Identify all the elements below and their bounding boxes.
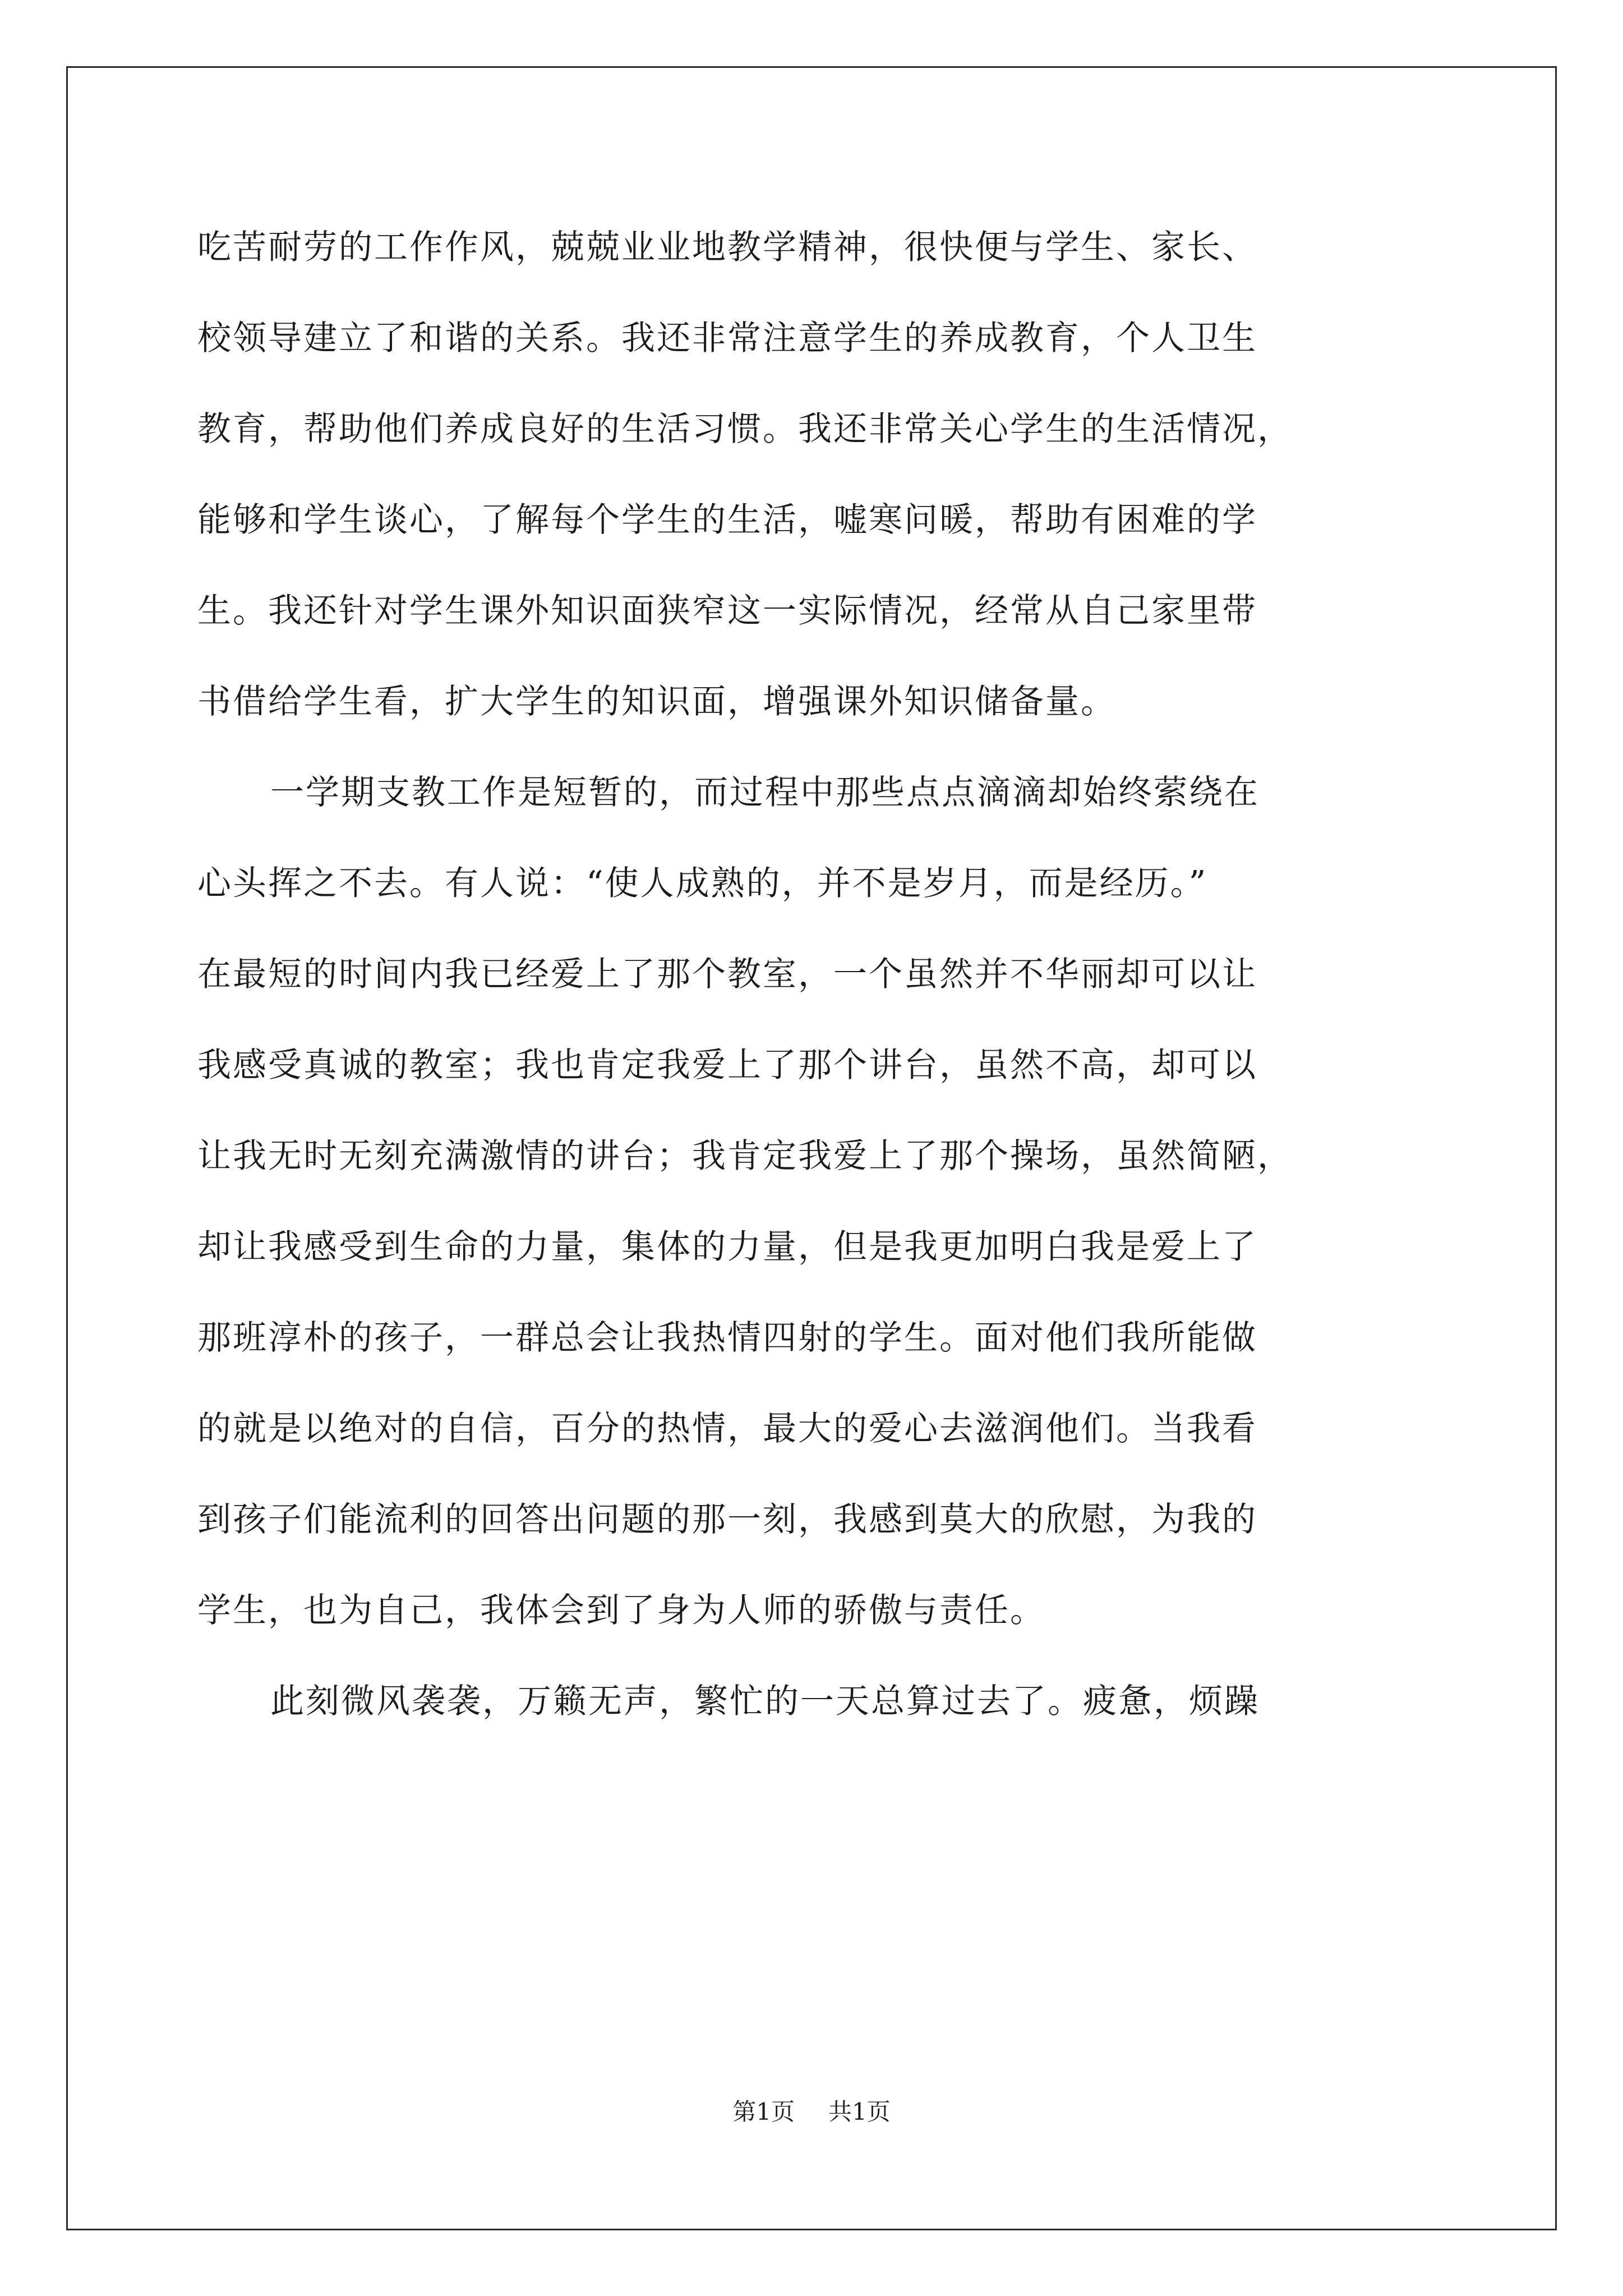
text-line: 心头挥之不去。有人说：“使人成熟的，并不是岁月，而是经历。” [197, 864, 1208, 903]
paragraph-start-line: 一学期支教工作是短暂的，而过程中那些点点滴滴却始终萦绕在 [270, 773, 1260, 812]
text-line: 却让我感受到生命的力量，集体的力量，但是我更加明白我是爱上了 [197, 1227, 1257, 1267]
text-line: 生。我还针对学生课外知识面狭窄这一实际情况，经常从自己家里带 [197, 591, 1257, 631]
text-line: 在最短的时间内我已经爱上了那个教室，一个虽然并不华丽却可以让 [197, 955, 1257, 994]
text-line: 到孩子们能流利的回答出问题的那一刻，我感到莫大的欣慰，为我的 [197, 1500, 1257, 1539]
text-line: 校领导建立了和谐的关系。我还非常注意学生的养成教育，个人卫生 [197, 319, 1257, 358]
page-total: 共1页 [828, 2098, 891, 2125]
text-line: 书借给学生看，扩大学生的知识面，增强课外知识储备量。 [197, 682, 1116, 721]
text-line: 那班淳朴的孩子，一群总会让我热情四射的学生。面对他们我所能做 [197, 1318, 1257, 1358]
text-line: 的就是以绝对的自信，百分的热情，最大的爱心去滋润他们。当我看 [197, 1409, 1257, 1448]
page-number: 第1页 [732, 2098, 795, 2125]
page-footer [0, 2095, 1623, 2129]
text-line: 教育，帮助他们养成良好的生活习惯。我还非常关心学生的生活情况， [197, 409, 1293, 449]
text-line: 我感受真诚的教室；我也肯定我爱上了那个讲台，虽然不高，却可以 [197, 1046, 1257, 1085]
text-line: 吃苦耐劳的工作作风，兢兢业业地教学精神，很快便与学生、家长、 [197, 228, 1257, 267]
text-line: 能够和学生谈心，了解每个学生的生活，嘘寒问暖，帮助有困难的学 [197, 500, 1257, 540]
document-body [197, 202, 1431, 1747]
text-line: 学生，也为自己，我体会到了身为人师的骄傲与责任。 [197, 1591, 1045, 1630]
paragraph-start-line: 此刻微风袭袭，万籁无声，繁忙的一天总算过去了。疲惫，烦躁 [270, 1682, 1260, 1721]
text-line: 让我无时无刻充满激情的讲台；我肯定我爱上了那个操场，虽然简陋， [197, 1137, 1293, 1176]
